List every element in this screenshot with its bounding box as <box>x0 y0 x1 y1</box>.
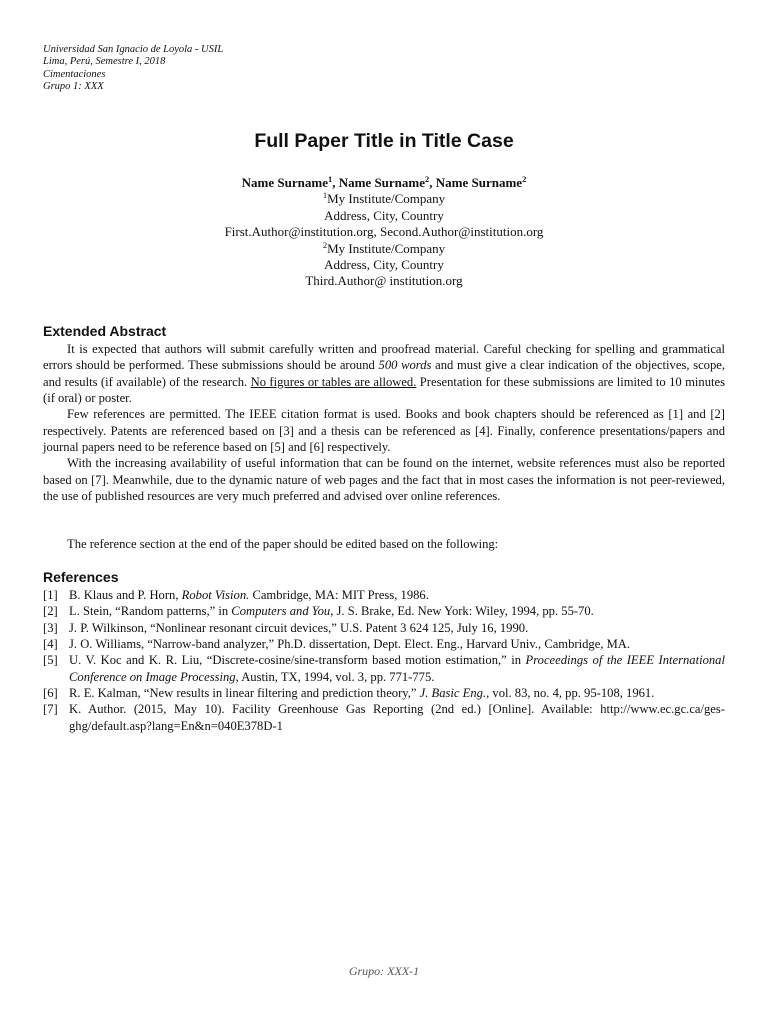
reference-item <box>43 636 725 652</box>
reference-item <box>43 620 725 636</box>
course-header <box>43 44 223 93</box>
reference-number: [4] <box>43 637 58 652</box>
affiliation-1 <box>0 191 768 207</box>
author-name: Name Surname <box>435 175 523 190</box>
text-run: Presentation for these submissions are limited to 10 minutes (if oral) or poster. <box>43 374 725 406</box>
reference-item <box>43 603 725 619</box>
affiliation-name: My Institute/Company <box>327 191 446 207</box>
reference-source: Robot Vision. <box>181 588 250 602</box>
page-footer: Grupo: XXX-1 <box>348 964 420 978</box>
text-run: It is expected that authors will submit carefully written and proofread material. Careful checking for spelling and grammatical errors should be performed. These submissions should be around <box>43 342 725 373</box>
text-run: R. E. Kalman, “New results in linear filtering and prediction theory,” <box>69 686 420 701</box>
reference-item <box>43 685 725 701</box>
text-run: K. Author. (2015, May 10). Facility Greenhouse Gas Reporting (2nd ed.) [Online]. Available: http://www.ec.gc.ca/ges-ghg/default.asp?lang=En&n=040E378D-1 <box>69 702 725 733</box>
location-semester-line: Lima, Perú, Semestre I, 2018 <box>43 56 166 68</box>
affiliation-name: My Institute/Company <box>327 240 446 256</box>
author-affiliation-mark: 2 <box>425 174 430 184</box>
address-2: Address, City, Country <box>324 257 444 273</box>
text-run: L. Stein, “Random patterns,” in <box>69 604 232 619</box>
author-name: Name Surname <box>241 175 328 190</box>
reference-source: Computers and You <box>231 604 331 619</box>
reference-number: [1] <box>43 588 58 602</box>
address-1: Address, City, Country <box>324 207 444 223</box>
reference-number: [2] <box>43 604 58 619</box>
abstract-body <box>43 341 725 504</box>
reference-source: J. Basic Eng. <box>419 686 487 701</box>
author-affiliation-mark: 2 <box>522 174 527 184</box>
text-run: U. V. Koc and K. R. Liu, “Discrete-cosine/sine-transform based motion estimation,” in <box>69 653 526 668</box>
author-separator: , <box>429 175 436 190</box>
emails-1: First.Author@institution.org, Second.Author@institution.org <box>224 224 544 240</box>
reference-number: [6] <box>43 686 58 701</box>
abstract-paragraph-1 <box>43 341 725 406</box>
author-separator: , <box>332 175 339 190</box>
reference-number: [3] <box>43 620 58 635</box>
reference-number: [5] <box>43 653 58 668</box>
author-name: Name Surname <box>338 175 426 190</box>
group-line: Grupo 1: XXX <box>43 80 104 92</box>
text-run: Cambridge, MA: MIT Press, 1986. <box>249 588 429 602</box>
text-run: , Austin, TX, 1994, vol. 3, pp. 771-775. <box>235 669 435 684</box>
affiliation-mark: 2 <box>322 239 328 250</box>
abstract-paragraph-2: Few references are permitted. The IEEE citation format is used. Books and book chapters should be referenced as [1] and [2] respectively. Patents are referenced based on [3] and a thesis can be referenced as [4]. Finally, conference presentations/papers and journal papers need to be reference based on [5] and [6] respectively. <box>43 407 725 455</box>
text-run: J. O. Williams, “Narrow-band analyzer,” Ph.D. dissertation, Dept. Elect. Eng., Harvard Univ., Cambridge, MA. <box>69 637 631 652</box>
word-count-emphasis: 500 words <box>378 358 432 373</box>
author-block <box>0 175 768 290</box>
author-names <box>0 175 768 191</box>
text-run: , vol. 83, no. 4, pp. 95-108, 1961. <box>486 686 655 701</box>
author-affiliation-mark: 1 <box>327 174 333 184</box>
reference-number: [7] <box>43 702 58 717</box>
emails-2: Third.Author@ institution.org <box>305 273 463 289</box>
reference-item <box>43 652 725 685</box>
abstract-paragraph-3: With the increasing availability of useful information that can be found on the internet, website references must also be reported based on [7]. Meanwhile, due to the dynamic nature of web pages and the fact that in most cases the information is not peer-reviewed, the use of published resources are very much preferred and advised over online references. <box>43 456 725 504</box>
affiliation-2 <box>0 241 768 257</box>
university-line: Universidad San Ignacio de Loyola - USIL <box>43 44 224 55</box>
affiliation-mark: 1 <box>322 190 328 201</box>
text-run: and must give a clear indication of the objectives, scope, and results (if available) of the research. <box>43 358 725 389</box>
no-figures-note: No figures or tables are allowed. <box>250 374 417 389</box>
text-run: J. P. Wilkinson, “Nonlinear resonant circuit devices,” U.S. Patent 3 624 125, July 16, 1990. <box>69 620 529 635</box>
text-run: , J. S. Brake, Ed. New York: Wiley, 1994, pp. 55-70. <box>330 604 594 619</box>
reference-item <box>43 701 725 734</box>
reference-item <box>43 587 725 603</box>
abstract-heading: Extended Abstract <box>43 323 167 339</box>
reference-list <box>43 587 725 734</box>
course-line: Cimentaciones <box>43 68 106 80</box>
reference-source: Proceedings of the IEEE International Conference on Image Processing <box>69 653 725 684</box>
text-run: B. Klaus and P. Horn, <box>69 588 182 602</box>
paper-title: Full Paper Title in Title Case <box>254 130 514 152</box>
reference-instructions: The reference section at the end of the paper should be edited based on the following: <box>67 537 499 551</box>
references-heading: References <box>43 569 119 585</box>
